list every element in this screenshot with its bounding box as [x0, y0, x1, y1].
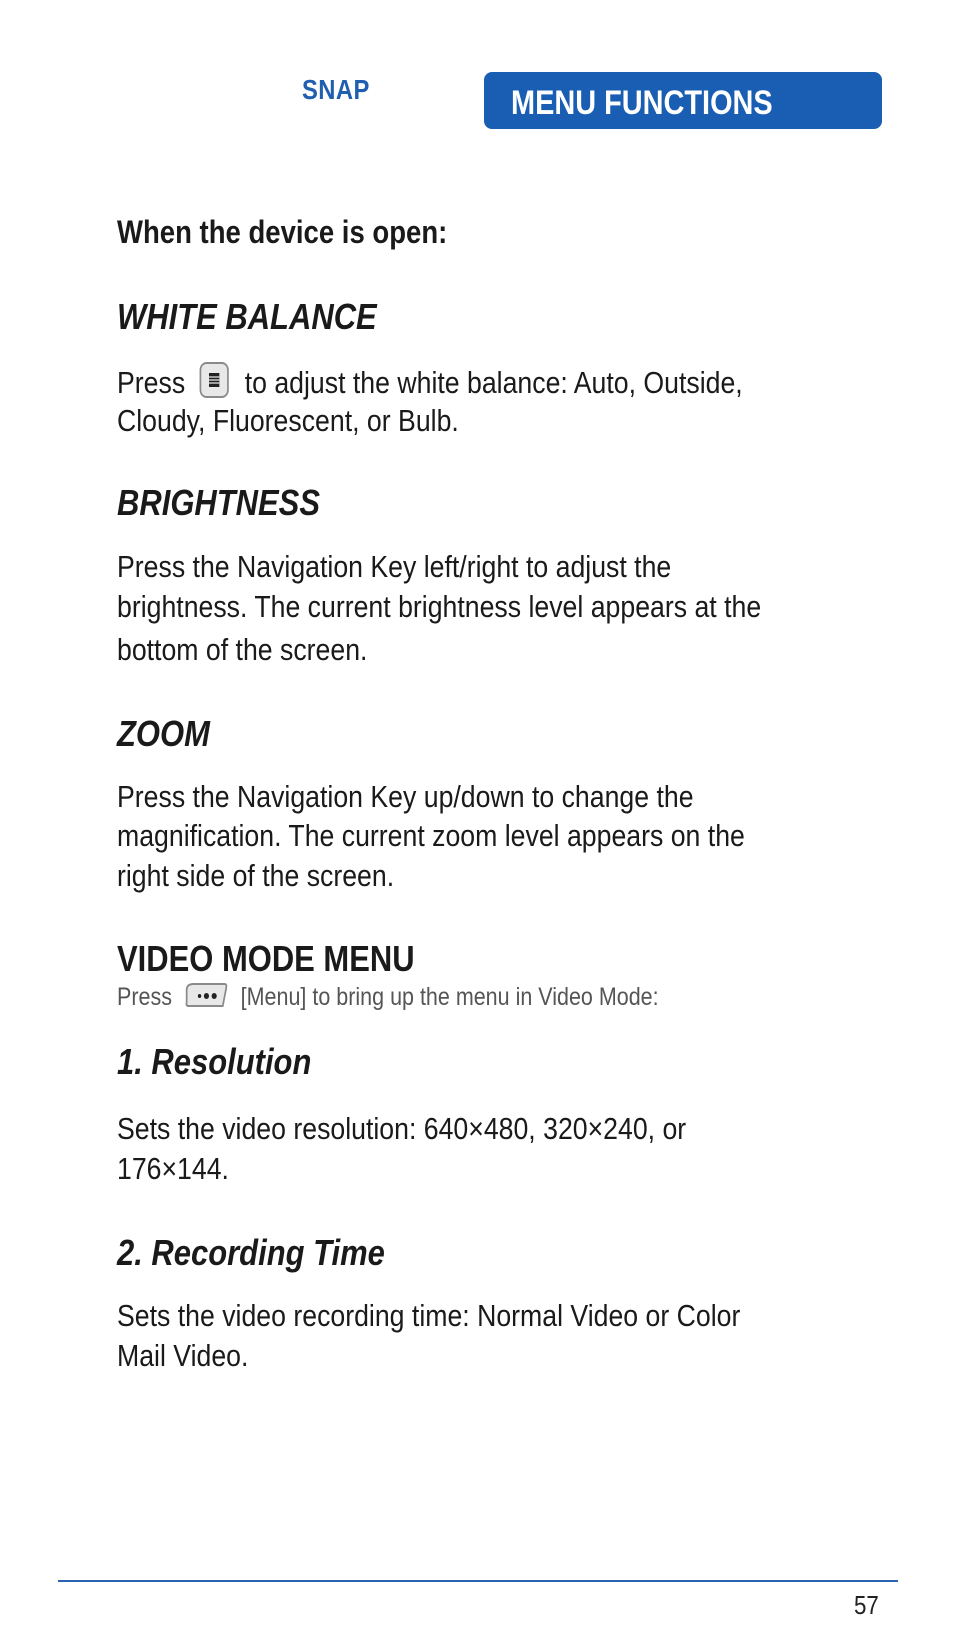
menu-softkey-icon: [183, 980, 229, 1017]
header-tab: [484, 72, 882, 129]
header-tab-label: MENU FUNCTIONS: [511, 84, 773, 122]
brightness-heading: BRIGHTNESS: [117, 482, 320, 523]
brightness-line3: bottom of the screen.: [117, 632, 368, 667]
resolution-line2: 176×144.: [117, 1151, 229, 1186]
zoom-line1: Press the Navigation Key up/down to change the: [117, 779, 694, 814]
recording-time-line2: Mail Video.: [117, 1338, 249, 1373]
footer-divider: [58, 1580, 898, 1582]
video-mode-menu-text: [Menu] to bring up the menu in Video Mode:: [240, 983, 659, 1012]
brightness-line2: brightness. The current brightness level appears at the: [117, 589, 762, 624]
zoom-line2: magnification. The current zoom level appears on the: [117, 818, 745, 853]
resolution-heading: 1. Resolution: [117, 1041, 312, 1082]
press-word: Press: [117, 983, 172, 1012]
video-mode-menu-instruction: [117, 980, 659, 1017]
recording-time-line1: Sets the video recording time: Normal Video or Color: [117, 1298, 741, 1333]
intro-text: When the device is open:: [117, 214, 448, 250]
press-word: Press: [117, 365, 186, 401]
resolution-line1: Sets the video resolution: 640×480, 320×240, or: [117, 1111, 687, 1146]
white-balance-heading: WHITE BALANCE: [117, 296, 377, 337]
white-balance-line2: Cloudy, Fluorescent, or Bulb.: [117, 403, 459, 438]
white-balance-text: to adjust the white balance: Auto, Outside,: [244, 365, 743, 401]
recording-time-heading: 2. Recording Time: [117, 1232, 385, 1273]
video-mode-menu-heading: VIDEO MODE MENU: [117, 938, 415, 979]
header-section-label: SNAP: [302, 74, 370, 105]
zoom-line3: right side of the screen.: [117, 858, 395, 893]
brightness-line1: Press the Navigation Key left/right to adjust the: [117, 549, 672, 584]
zoom-heading: ZOOM: [117, 713, 210, 754]
page-number: 57: [854, 1590, 879, 1620]
